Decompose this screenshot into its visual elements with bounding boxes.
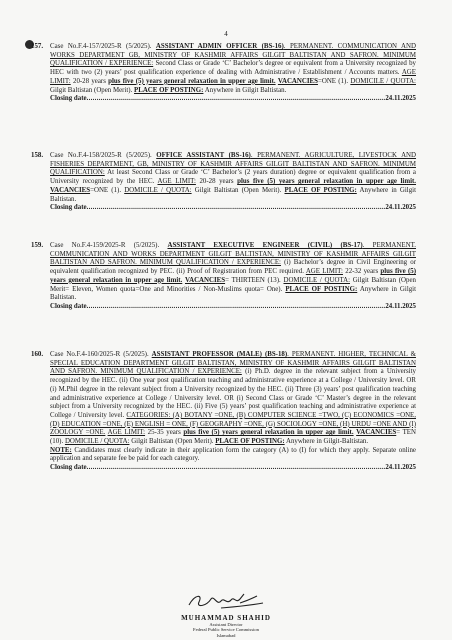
vacancies: = THIRTEEN (13).: [225, 276, 284, 284]
closing-date-label: Closing date: [50, 464, 87, 472]
posting-label: PLACE OF POSTING:: [215, 438, 285, 446]
posting: Anywhere in Gilgit Baltistan.: [50, 186, 416, 203]
age-limit: 20-28 years: [70, 77, 109, 85]
note: [50, 447, 416, 464]
posting-label: PLACE OF POSTING:: [284, 186, 357, 194]
entry-number: 159.: [31, 242, 44, 249]
domicile-label: DOMICILE / QUOTA:: [124, 186, 192, 194]
advertisement-entry-160: [31, 351, 416, 473]
categories: CATEGORIES: (A) BOTANY =ONE, (B) COMPUTER SCIENCE =TWO, (C) ECONOMICS =ONE, (D) EDUCATION =ONE, (E) ENGLISH = ONE, (F) GEOGRAPHY =ONE, (G) SOCIOLOGY =ONE, (H) URDU =ONE AND (I) ZOOLOGY =ONE.: [50, 411, 416, 437]
closing-date-row: [50, 204, 416, 213]
closing-date-row: [50, 95, 416, 104]
closing-date-label: Closing date: [50, 204, 87, 212]
case-number: Case No.F.4-159/2025-R (5/2025).: [50, 242, 168, 249]
closing-date: 24.11.2025: [385, 95, 416, 103]
posting: Anywhere in Gilgit Baltistan.: [50, 285, 417, 302]
age-limit-label: AGE LIMIT:: [50, 69, 416, 85]
posting-label: PLACE OF POSTING:: [134, 86, 204, 94]
vacancies: = TEN (10).: [50, 429, 416, 446]
entry-number: 160.: [31, 351, 44, 358]
handwritten-signature: [181, 590, 271, 612]
department: . PERMANENT. COMMUNICATION AND WORKS DEPARTMENT GB, MINISTRY OF KASHMIR AFFAIRS GILGIT BALTISTAN AND SAFRON. MINIMUM QUALIFICATION / EXPERIENCE:: [50, 43, 416, 68]
advertisement-entry-157: [31, 43, 416, 104]
signatory-city: Islamabad: [216, 632, 236, 638]
age-limit-label: AGE LIMIT:: [305, 268, 343, 276]
entry-body: [50, 43, 416, 104]
age-limit-label: AGE LIMIT:: [107, 429, 146, 437]
post-title: ASSISTANT PROFESSOR (MALE) (BS-18): [151, 351, 288, 358]
signature-block: [0, 590, 452, 638]
entry-body: [50, 351, 416, 473]
age-limit: 22-32 years: [342, 268, 381, 276]
advertisement-entry-159: [31, 242, 416, 312]
closing-date-row: [50, 464, 416, 473]
post-title: OFFICE ASSISTANT (BS-16): [156, 152, 251, 159]
case-number: Case No.F.4-160/2025-R (5/2025).: [50, 351, 152, 358]
post-title: ASSISTANT EXECUTIVE ENGINEER (CIVIL) (BS-17): [167, 242, 363, 249]
department: . PERMANENT. AGRICULTURE, LIVESTOCK AND FISHERIES DEPARTMENT, GB, MINISTRY OF KASHMIR AFFAIRS GILGIT BALTISTAN AND SAFRON. MINIMUM QUALIFICATION:: [50, 152, 417, 177]
posting-label: PLACE OF POSTING:: [285, 285, 358, 293]
vacancies-label: VACANCIES: [356, 429, 397, 437]
closing-date: 24.11.2025: [385, 204, 416, 212]
entry-number: 157.: [31, 43, 44, 50]
domicile-label: DOMICILE / QUOTA:: [64, 438, 130, 446]
age-limit: 25-35 years: [145, 429, 184, 437]
case-number: Case No.F.4-158/2025-R (5/2025).: [50, 152, 157, 159]
domicile: Gilgit Baltistan (Open Merit= Eleven, Women quota=One and Minorities / Non-Muslims quota= One).: [50, 276, 416, 293]
age-relaxation: plus five (5) years general relaxation in upper age limit.: [108, 77, 276, 85]
closing-date-row: [50, 303, 416, 312]
signatory-name: MUHAMMAD SHAHID: [181, 614, 271, 622]
vacancies-label: VACANCIES: [185, 276, 226, 284]
age-relaxation: plus five (5) years general relaxation in upper age limit.: [50, 268, 416, 284]
note-label: NOTE:: [50, 446, 72, 454]
domicile-label: DOMICILE / QUOTA:: [283, 276, 351, 284]
case-number: Case No.F.4-157/2025-R (5/2025).: [50, 43, 156, 50]
qualification: Second Class or Grade ‘C’ Bachelor’s degree or equivalent from a University recognized by HEC with two (2) years’ post qualification experience of dealing with Administrative / Establishment / Accounts matters.: [50, 60, 416, 77]
vacancies: =ONE (1).: [317, 77, 351, 85]
closing-date: 24.11.2025: [385, 464, 416, 472]
qualification: (i) Bachelor’s degree in Civil Engineering or equivalent qualification recognized by PEC. (ii) Proof of Registration from PEC required.: [50, 259, 416, 276]
note-text: Candidates must clearly indicate in their application form the category (A) to (I) for which they apply. Separate online application and separate fee be paid for each category.: [50, 446, 416, 463]
vacancies: =ONE (1).: [90, 186, 125, 194]
age-relaxation: plus five (5) years general relaxation in upper age limit.: [237, 178, 417, 186]
closing-date-label: Closing date: [50, 95, 87, 103]
post-title: ASSISTANT ADMIN OFFICER (BS-16): [155, 43, 284, 50]
department: . PERMANENT. HIGHER, TECHNICAL & SPECIAL EDUCATION DEPARTMENT GILGIT BALTISTAN, MINISTRY OF KASHMIR AFFAIRS GILGIT BALTISTAN AND SAFRON. MINIMUM QUALIFICATION / EXPERIENCE:: [50, 351, 416, 376]
closing-date: 24.11.2025: [385, 302, 416, 310]
vacancies-label: VACANCIES: [277, 77, 318, 85]
age-limit-label: AGE LIMIT:: [157, 178, 196, 186]
domicile: Gilgit Baltistan (Open Merit).: [129, 438, 216, 446]
qualification: (i) Ph.D. degree in the relevant subject from a University recognized by the HEC. (ii) One year post qualification teaching and administrative experience at a College / University level. OR (i) M.Phil degree in the relevant subject from a University recognized by the HEC. (ii) Three (3) years’ post qualification teaching and administrative experience at College / University level. OR (i) Second Class or Grade ‘C’ Master’s degree in the relevant subject from a University recognized by the HEC. (ii) Five (5) years’ post qualification teaching and administrative experience at College / University level.: [50, 368, 416, 419]
page-number: 4: [224, 30, 228, 38]
domicile-label: DOMICILE / QUOTA:: [350, 77, 416, 85]
department: . PERMANENT. COMMUNICATION AND WORKS DEPARTMENT GILGIT BALTISTAN, MINISTRY OF KASHMIR AFFAIRS GILGIT BALTISTAN AND SAFRON. MINIMUM QUALIFICATION / EXPERIENCE:: [50, 242, 416, 267]
signatory-organization: Federal Public Service Commission: [193, 627, 259, 633]
domicile: Gilgit Baltistan (Open Merit).: [191, 186, 285, 194]
posting: Anywhere in Gilgit Baltistan.: [203, 86, 287, 94]
domicile: Gilgit Baltistan (Open Merit).: [50, 86, 135, 94]
age-relaxation: plus five (5) years general relaxation in upper age limit.: [183, 429, 354, 437]
posting: Anywhere in Gilgit-Baltistan.: [284, 438, 369, 446]
signatory-title: Assistant Director: [209, 622, 243, 627]
closing-date-label: Closing date: [50, 302, 87, 310]
entry-body: [50, 242, 416, 312]
advertisement-entry-158: [31, 152, 416, 213]
age-limit: 20-28 years: [195, 178, 238, 186]
qualification: At least Second Class or Grade ‘C’ Bachelor’s (2 years duration) degree or equivalent qualification from a University recognized by the HEC.: [50, 169, 416, 186]
entry-body: [50, 152, 416, 213]
vacancies-label: VACANCIES: [50, 186, 91, 194]
entry-number: 158.: [31, 152, 44, 159]
